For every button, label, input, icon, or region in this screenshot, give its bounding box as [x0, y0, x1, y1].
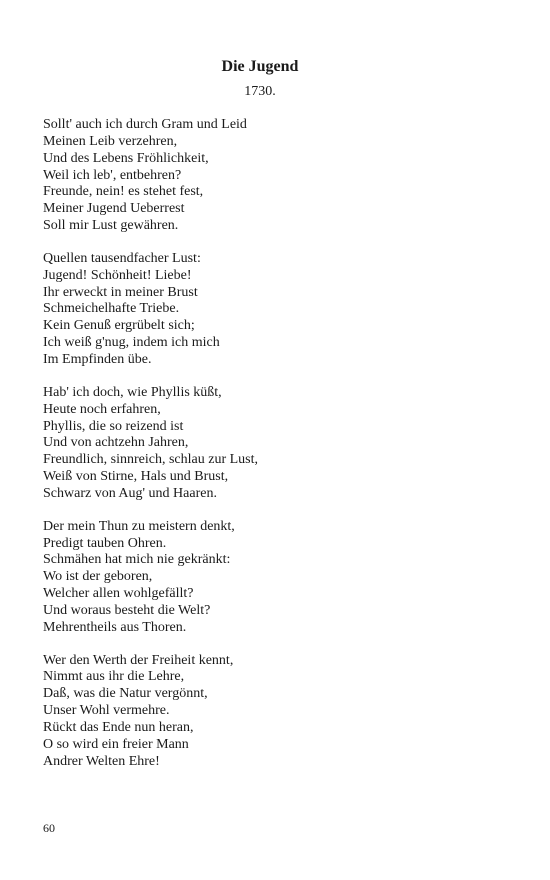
verse-line: Meiner Jugend Ueberrest: [43, 201, 185, 217]
verse-line: Mehrentheils aus Thoren.: [43, 619, 187, 635]
stanza-2: [43, 251, 523, 369]
verse-line: Im Empfinden übe.: [43, 351, 152, 367]
verse-line: Nimmt aus ihr die Lehre,: [43, 669, 185, 685]
verse-line: Wo ist der geboren,: [43, 569, 153, 585]
verse-line: Phyllis, die so reizend ist: [43, 418, 184, 434]
page-number: 60: [43, 821, 55, 835]
poem-year: 1730.: [244, 84, 276, 99]
verse-line: Sollt' auch ich durch Gram und Leid: [43, 117, 247, 132]
stanza-4: [43, 519, 523, 637]
verse-line: Freundlich, sinnreich, schlau zur Lust,: [43, 452, 259, 468]
stanza-3: [43, 385, 523, 503]
verse-line: Andrer Welten Ehre!: [43, 753, 160, 769]
verse-line: Freunde, nein! es stehet fest,: [43, 184, 204, 200]
verse-line: Heute noch erfahren,: [43, 401, 161, 417]
verse-line: Schmeichelhafte Triebe.: [43, 301, 180, 317]
verse-line: Welcher allen wohlgefällt?: [43, 586, 194, 602]
verse-line: Hab' ich doch, wie Phyllis küßt,: [43, 384, 222, 400]
verse-line: O so wird ein freier Mann: [43, 736, 189, 752]
verse-line: Jugend! Schönheit! Liebe!: [43, 267, 192, 283]
verse-line: Ihr erweckt in meiner Brust: [43, 284, 198, 300]
poem-body: [43, 117, 523, 787]
stanza-1: [43, 117, 523, 235]
verse-line: Daß, was die Natur vergönnt,: [43, 686, 208, 702]
verse-line: Kein Genuß ergrübelt sich;: [43, 318, 195, 334]
verse-line: Schwarz von Aug' und Haaren.: [43, 485, 217, 501]
verse-line: Soll mir Lust gewähren.: [43, 218, 179, 234]
verse-line: Wer den Werth der Freiheit kennt,: [43, 652, 234, 668]
stanza-5: [43, 653, 523, 771]
verse-line: Quellen tausendfacher Lust:: [43, 250, 201, 266]
verse-line: Und woraus besteht die Welt?: [43, 602, 211, 618]
verse-line: Und von achtzehn Jahren,: [43, 435, 189, 451]
verse-line: Ich weiß g'nug, indem ich mich: [43, 335, 220, 351]
poem-title: Die Jugend: [221, 58, 299, 75]
verse-line: Weiß von Stirne, Hals und Brust,: [43, 469, 229, 485]
verse-line: Predigt tauben Ohren.: [43, 535, 167, 551]
verse-line: Und des Lebens Fröhlichkeit,: [43, 150, 209, 166]
verse-line: Unser Wohl vermehre.: [43, 703, 170, 719]
verse-line: Weil ich leb', entbehren?: [43, 167, 182, 183]
verse-line: Meinen Leib verzehren,: [43, 133, 178, 149]
verse-line: Schmähen hat mich nie gekränkt:: [43, 552, 231, 568]
verse-line: Rückt das Ende nun heran,: [43, 720, 194, 735]
verse-line: Der mein Thun zu meistern denkt,: [43, 518, 235, 534]
